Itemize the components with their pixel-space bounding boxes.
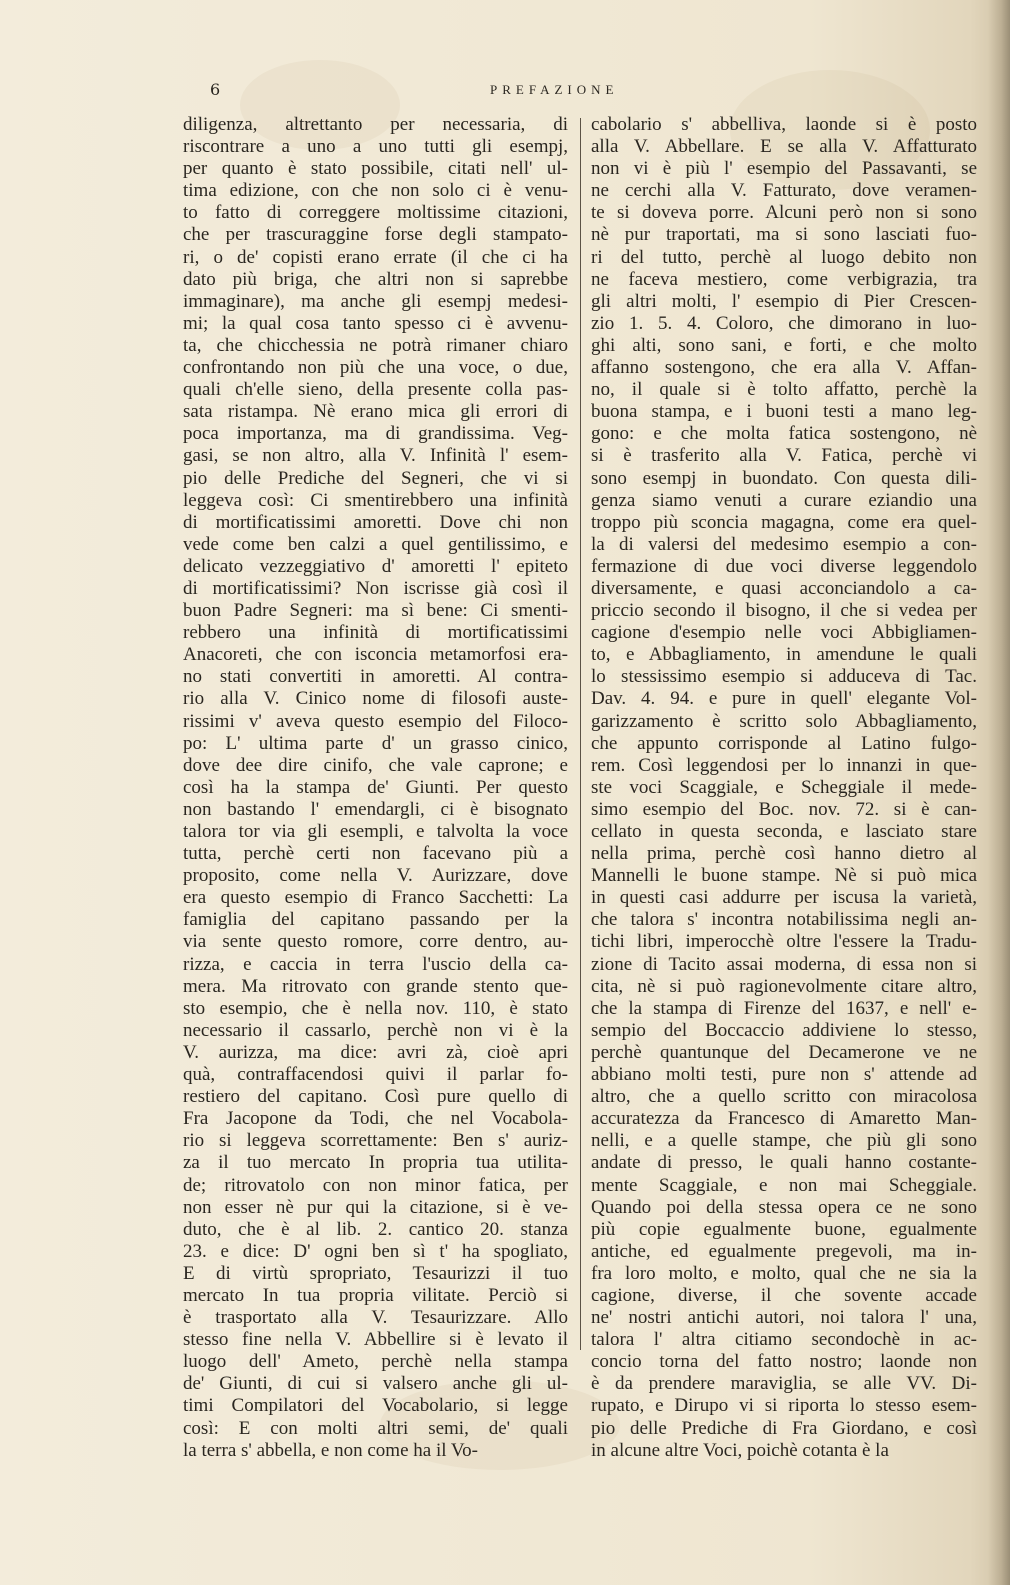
text-line: E di virtù spropriato, Tesaurizzi il tuo (183, 1262, 568, 1284)
running-title: PREFAZIONE (490, 82, 619, 97)
text-line: in questi casi addurre per iscusa la varietà, (591, 887, 977, 909)
text-line: no, il quale si è tolto affatto, perchè la (591, 379, 977, 401)
text-line: po: L' ultima parte d' un grasso cinico, (183, 732, 568, 754)
text-line: nè pur traportati, ma si sono lasciati fuo- (591, 224, 977, 246)
text-line: cellato in questa seconda, e lasciato stare (591, 821, 977, 842)
text-line: tima edizione, con che non solo ci è venu- (183, 180, 568, 202)
text-line: vede come ben calzi a quel gentilissimo, e (183, 533, 568, 555)
text-line: di mortificatissimi amoretti. Dove chi non (183, 511, 568, 533)
text-line: riscontrare a uno a uno tutti gli esempj, (183, 136, 568, 158)
text-line: buon Padre Segneri: ma sì bene: Ci smenti- (183, 600, 568, 622)
text-line: za il tuo mercato In propria tua utilita- (183, 1152, 568, 1174)
text-line: cita, nè si può ragionevolmente citare altro, (591, 975, 977, 997)
text-line: nella prima, perchè così hanno dietro al (591, 843, 977, 865)
text-line: simo esempio del Boc. nov. 72. si è can- (591, 798, 977, 820)
text-line: fra loro molto, e molto, qual che ne sia la (591, 1262, 977, 1284)
text-line: che la stampa di Firenze del 1637, e nell' e- (591, 997, 977, 1019)
text-line: antiche, ed egualmente pregevoli, ma in- (591, 1240, 977, 1262)
text-line: 23. e dice: D' ogni ben sì t' ha spogliato, (183, 1240, 568, 1262)
text-line: cagione d'esempio nelle voci Abbigliamen- (591, 622, 977, 644)
text-line: non esser nè pur qui la citazione, si è ve- (183, 1196, 568, 1218)
text-line: ne' nostri antichi autori, noi talora l' una, (591, 1307, 977, 1329)
text-line: che per trascuraggine forse degli stampato- (183, 224, 568, 246)
column-divider (580, 118, 581, 1350)
text-line: Mannelli le buone stampe. Nè si può mica (591, 865, 977, 887)
text-line: così: E con molti altri semi, de' quali (183, 1417, 568, 1439)
text-line: famiglia del capitano passando per la (183, 909, 568, 931)
text-line: quà, contraffacendosi quivi il parlar fo- (183, 1064, 568, 1086)
text-line: restiero del capitano. Così pure quello di (183, 1086, 568, 1108)
text-line: quali ch'elle sieno, della presente colla pas- (183, 379, 568, 401)
text-line: rebbero una infinità di mortificatissimi (183, 622, 568, 644)
text-line: diligenza, altrettanto per necessaria, di (183, 114, 568, 135)
text-line: Anacoreti, che con isconcia metamorfosi era- (183, 644, 568, 666)
text-line: accuratezza da Francesco di Amaretto Man- (591, 1108, 977, 1130)
text-line: gono: e che molta fatica sostengono, nè (591, 423, 977, 445)
text-line: tutta, perchè certi non facevano più a (183, 843, 568, 865)
text-line: ri del tutto, perchè al luogo debito non (591, 246, 977, 268)
text-line: nelli, e a quelle stampe, che più gli sono (591, 1130, 977, 1152)
page-number: 6 (210, 80, 221, 99)
text-line: così ha la stampa de' Giunti. Per questo (183, 776, 568, 798)
text-line: to fatto di correggere moltissime citazioni, (183, 202, 568, 224)
text-line: ne faceva mestiero, come verbigrazia, tra (591, 268, 977, 290)
text-line: era questo esempio di Franco Sacchetti: La (183, 887, 568, 909)
text-line: te si doveva porre. Alcuni però non si sono (591, 202, 977, 224)
text-line: si è trasferito alla V. Fatica, perchè vi (591, 445, 977, 467)
text-line: rio si leggeva scorrettamente: Ben s' auriz- (183, 1130, 568, 1152)
text-line: mi; la qual cosa tanto spesso ci è avvenu- (183, 312, 568, 334)
text-line: lo stessissimo esempio si adduceva di Tac. (591, 666, 977, 688)
text-line: ri, o de' copisti erano errate (il che ci ha (183, 246, 568, 268)
text-line: troppo più sconcia magagna, come era quel- (591, 511, 977, 533)
text-line: to, e Abbagliamento, in amendune le quali (591, 644, 977, 666)
text-line: mera. Ma ritrovato con grande stento que- (183, 975, 568, 997)
text-line: concio torna del fatto nostro; laonde non (591, 1351, 977, 1373)
text-line: altro, che a quello scritto con miracolosa (591, 1086, 977, 1108)
text-line: tichi libri, imperocchè oltre l'essere la Tradu- (591, 931, 977, 953)
text-line: garizzamento è scritto solo Abbagliamento, (591, 710, 977, 732)
text-line: perchè quantunque del Decamerone ve ne (591, 1041, 977, 1063)
text-line: immaginare), ma anche gli esempj medesi- (183, 290, 568, 312)
text-line: sata ristampa. Nè erano mica gli errori di (183, 401, 568, 423)
text-line: alla V. Abbellare. E se alla V. Affatturato (591, 136, 977, 158)
text-line: proposito, come nella V. Aurizzare, dove (183, 865, 568, 887)
text-line: delicato vezzeggiativo d' amoretti l' epiteto (183, 555, 568, 577)
text-line: in alcune altre Voci, poichè cotanta è la (591, 1439, 889, 1461)
text-line: che appunto corrisponde al Latino fulgo- (591, 732, 977, 754)
text-line: Fra Jacopone da Todi, che nel Vocabola- (183, 1108, 568, 1130)
text-line: stesso fine nella V. Abbellire si è levato il (183, 1329, 568, 1351)
text-line: sto esempio, che è nella nov. 110, è stato (183, 997, 568, 1019)
text-line: poca importanza, ma di grandissima. Veg- (183, 423, 568, 445)
text-line: affanno sostengono, che era alla V. Affan- (591, 357, 977, 379)
text-line: duto, che è al lib. 2. cantico 20. stanza (183, 1218, 568, 1240)
text-line: ste voci Scaggiale, e Scheggiale il mede- (591, 776, 977, 798)
text-line: pio delle Prediche di Fra Giordano, e così (591, 1417, 977, 1439)
text-line: talora l' altra citiamo secondochè in ac- (591, 1329, 977, 1351)
text-line: priccio secondo il bisogno, il che si vedea per (591, 600, 977, 622)
text-line: pio delle Prediche del Segneri, che vi si (183, 467, 568, 489)
text-line: non vi è più l' esempio del Passavanti, se (591, 158, 977, 180)
text-line: de' Giunti, di cui si valsero anche gli ul- (183, 1373, 568, 1395)
text-line: diversamente, e quasi acconciandolo a ca- (591, 577, 977, 599)
text-line: rissimi v' aveva questo esempio del Filoco- (183, 710, 568, 732)
text-line: di mortificatissimi? Non iscrisse già così il (183, 577, 568, 599)
text-line: gli altri molti, l' esempio di Pier Crescen- (591, 290, 977, 312)
text-line: V. aurizza, ma dice: avri zà, cioè apri (183, 1041, 568, 1063)
text-line: è da prendere maraviglia, se alle VV. Di- (591, 1373, 977, 1395)
text-line: rupato, e Dirupo vi si riporta lo stesso esem- (591, 1395, 977, 1417)
text-line: mente Scaggiale, e non mai Scheggiale. (591, 1174, 977, 1196)
text-line: fermazione di due voci diverse leggendolo (591, 555, 977, 577)
text-line: zio 1. 5. 4. Coloro, che dimorano in luo- (591, 312, 977, 334)
text-line: de; ritrovatolo con non minor fatica, per (183, 1174, 568, 1196)
text-line: zione di Tacito assai moderna, di essa non si (591, 953, 977, 975)
text-line: è trasportato alla V. Tesaurizzare. Allo (183, 1307, 568, 1329)
text-line: cabolario s' abbelliva, laonde si è posto (591, 114, 977, 135)
text-line: ghi alti, sono sani, e forti, e che molto (591, 334, 977, 356)
text-line: dato più briga, che altri non si saprebbe (183, 268, 568, 290)
text-line: Quando poi della stessa opera ce ne sono (591, 1196, 977, 1218)
text-line: mercato In tua propria vilitate. Perciò si (183, 1284, 568, 1306)
text-line: rem. Così leggendosi per lo innanzi in que- (591, 754, 977, 776)
left-text-column (183, 114, 568, 1462)
text-line: ta, che chicchessia ne potrà rimaner chiaro (183, 334, 568, 356)
text-line: confrontando non più che una voce, o due, (183, 357, 568, 379)
text-line: abbiano molti testi, pure non s' attende ad (591, 1064, 977, 1086)
text-line: via sente questo romore, corre dentro, au- (183, 931, 568, 953)
text-line: rizza, e caccia in terra l'uscio della ca- (183, 953, 568, 975)
text-line: no stati convertiti in amoretti. Al contra- (183, 666, 568, 688)
text-line: talora tor via gli esempli, e talvolta la voce (183, 821, 568, 842)
text-line: non bastando l' emendargli, ci è bisognato (183, 798, 568, 820)
text-line: cagione, diverse, il che sovente accade (591, 1284, 977, 1306)
text-line: più copie egualmente buone, egualmente (591, 1218, 977, 1240)
text-line: che talora s' incontra notabilissima negli an- (591, 909, 977, 931)
text-line: buona stampa, e i buoni testi a mano leg- (591, 401, 977, 423)
text-line: timi Compilatori del Vocabolario, si legge (183, 1395, 568, 1417)
text-line: leggeva così: Ci smentirebbero una infinità (183, 489, 568, 511)
text-line: la terra s' abbella, e non come ha il Vo- (183, 1439, 479, 1461)
text-line: dove dee dire cinifo, che vale caprone; e (183, 754, 568, 776)
text-line: la di valersi del medesimo esempio a con- (591, 533, 977, 555)
text-line: sono esempj in buondato. Con questa dili- (591, 467, 977, 489)
text-line: per quanto è stato possibile, citati nell' ul- (183, 158, 568, 180)
text-line: Dav. 4. 94. e pure in quell' elegante Vol- (591, 688, 977, 710)
text-line: gasi, se non altro, alla V. Infinità l' esem- (183, 445, 568, 467)
text-line: andate di presso, le quali hanno costante- (591, 1152, 977, 1174)
text-line: luogo dell' Ameto, perchè nella stampa (183, 1351, 568, 1373)
page-edge-shadow (988, 0, 1010, 1585)
text-line: rio alla V. Cinico nome di filosofi auste- (183, 688, 568, 710)
page-header (0, 80, 1010, 104)
text-line: genza siamo venuti a curare eziandio una (591, 489, 977, 511)
right-text-column (591, 114, 977, 1462)
text-line: ne cerchi alla V. Fatturato, dove veramen- (591, 180, 977, 202)
text-line: necessario il cassarlo, perchè non vi è la (183, 1019, 568, 1041)
text-line: sempio del Boccaccio addiviene lo stesso, (591, 1019, 977, 1041)
